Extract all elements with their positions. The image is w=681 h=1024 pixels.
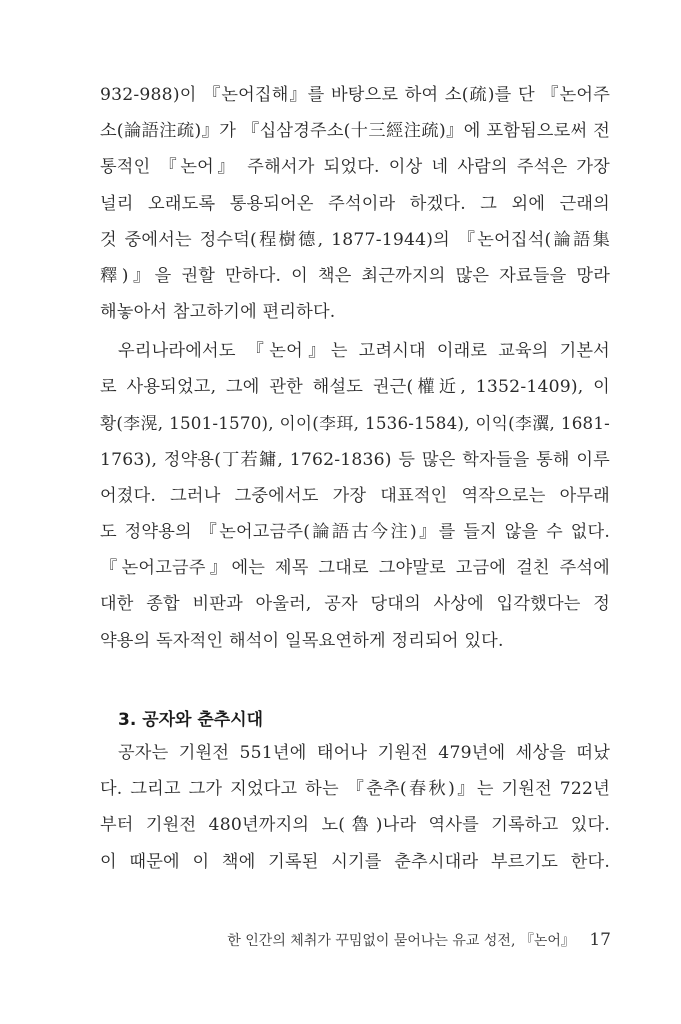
paragraph-line: 대한 종합 비판과 아울러, 공자 당대의 사상에 입각했다는 정	[100, 594, 610, 615]
paragraph-line: 다. 그리고 그가 지었다고 하는 『춘추(春秋)』는 기원전 722년	[100, 779, 610, 800]
paragraph-line: 도 정약용의 『논어고금주(論語古今注)』를 들지 않을 수 없다.	[100, 522, 610, 543]
paragraph-line: 부터 기원전 480년까지의 노(魯)나라 역사를 기록하고 있다.	[100, 815, 610, 836]
paragraph-korean-commentaries	[100, 333, 610, 659]
paragraph-commentary-history	[100, 77, 610, 330]
paragraph-line: 이 때문에 이 책에 기록된 시기를 춘추시대라 부르기도 한다.	[100, 851, 610, 872]
paragraph-line: 약용의 독자적인 해석이 일목요연하게 정리되어 있다.	[100, 630, 504, 651]
paragraph-line: 1763), 정약용(丁若鏞, 1762-1836) 등 많은 학자들을 통해 이루	[100, 449, 610, 470]
page-number: 17	[589, 930, 611, 950]
page-footer	[227, 930, 611, 950]
paragraph-line: 어졌다. 그러나 그중에서도 가장 대표적인 역작으로는 아무래	[100, 485, 610, 506]
paragraph-line: 로 사용되었고, 그에 관한 해설도 권근(權近, 1352-1409), 이	[100, 377, 610, 398]
paragraph-line: 『논어고금주』에는 제목 그대로 그야말로 고금에 걸친 주석에	[100, 558, 610, 579]
paragraph-line: 널리 오래도록 통용되어온 주석이라 하겠다. 그 외에 근래의	[100, 193, 610, 214]
paragraph-line: 해놓아서 참고하기에 편리하다.	[100, 302, 336, 323]
paragraph-line: 우리나라에서도 『논어』는 고려시대 이래로 교육의 기본서	[118, 341, 610, 361]
paragraph-line: 932-988)이 『논어집해』를 바탕으로 하여 소(疏)를 단 『논어주	[100, 85, 610, 105]
paragraph-line: 소(論語注疏)』가 『십삼경주소(十三經注疏)』에 포함됨으로써 전	[100, 121, 610, 142]
paragraph-line: 공자는 기원전 551년에 태어나 기원전 479년에 세상을 떠났	[118, 743, 610, 763]
paragraph-line: 황(李滉, 1501-1570), 이이(李珥, 1536-1584), 이익(李瀷, 1681-	[100, 413, 610, 434]
paragraph-line: 통적인 『논어』 주해서가 되었다. 이상 네 사람의 주석은 가장	[100, 157, 610, 178]
running-title: 한 인간의 체취가 꾸밈없이 묻어나는 유교 성전, 『논어』	[227, 933, 575, 949]
paragraph-line: 것 중에서는 정수덕(程樹德, 1877-1944)의 『논어집석(論語集	[100, 229, 610, 250]
paragraph-spring-autumn-period	[100, 735, 610, 880]
section-heading: 3. 공자와 춘추시대	[118, 710, 264, 730]
paragraph-line: 釋)』을 권할 만하다. 이 책은 최근까지의 많은 자료들을 망라	[100, 266, 610, 287]
